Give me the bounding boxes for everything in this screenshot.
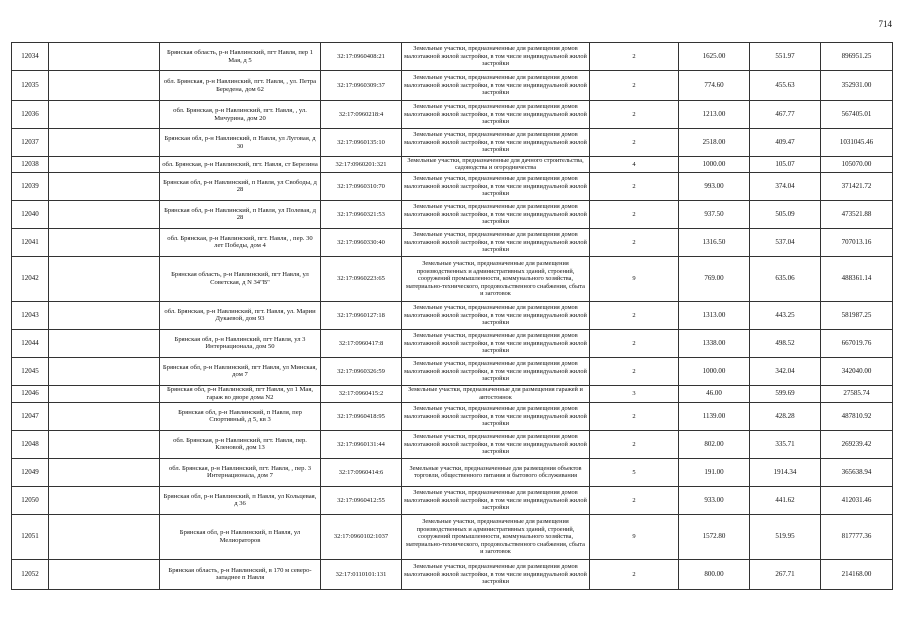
cadastral-number-cell: 32:17:0960127:18 xyxy=(321,301,402,329)
cadastral-value-cell: 342040.00 xyxy=(821,357,893,385)
specific-value-cell: 443.25 xyxy=(750,301,821,329)
group-number-cell: 4 xyxy=(590,157,679,173)
cadastral-number-cell: 32:17:0960321:53 xyxy=(321,200,402,228)
area-cell: 1625.00 xyxy=(679,43,750,71)
cadastral-value-cell: 412031.46 xyxy=(821,486,893,514)
table-row xyxy=(12,43,893,71)
specific-value-cell: 342.04 xyxy=(750,357,821,385)
land-use-description-cell: Земельные участки, предназначенные для размещения домов малоэтажной жилой застройки, в том числе индивидуальной жилой застройки xyxy=(402,71,590,101)
group-number-cell: 9 xyxy=(590,514,679,559)
cadastral-value-cell: 667019.76 xyxy=(821,329,893,357)
blank-cell xyxy=(49,101,160,129)
blank-cell xyxy=(49,129,160,157)
group-number-cell: 2 xyxy=(590,71,679,101)
area-cell: 1000.00 xyxy=(679,157,750,173)
row-number: 12051 xyxy=(12,514,49,559)
group-number-cell: 2 xyxy=(590,559,679,589)
land-use-description-cell: Земельные участки, предназначенные для размещения домов малоэтажной жилой застройки, в том числе индивидуальной жилой застройки xyxy=(402,559,590,589)
cadastral-number-cell: 32:17:0960309:37 xyxy=(321,71,402,101)
cadastral-value-cell: 896951.25 xyxy=(821,43,893,71)
row-number: 12040 xyxy=(12,200,49,228)
table-row xyxy=(12,256,893,301)
address-cell: Брянская обл, р-н Навлинский, п Навля, ул Мелиораторов xyxy=(160,514,321,559)
land-use-description-cell: Земельные участки, предназначенные для размещения производственных и административных зданий, строений, сооружений промышленности, коммунального хозяйства, материально-технического, продовольственного снабжения, сбыта и заготовок xyxy=(402,256,590,301)
specific-value-cell: 1914.34 xyxy=(750,458,821,486)
cadastral-number-cell: 32:17:0960408:21 xyxy=(321,43,402,71)
specific-value-cell: 409.47 xyxy=(750,129,821,157)
land-use-description-cell: Земельные участки, предназначенные для размещения домов малоэтажной жилой застройки, в том числе индивидуальной жилой застройки xyxy=(402,129,590,157)
table-row xyxy=(12,172,893,200)
cadastral-number-cell: 32:17:0960201:321 xyxy=(321,157,402,173)
group-number-cell: 5 xyxy=(590,458,679,486)
table-row xyxy=(12,200,893,228)
land-use-description-cell: Земельные участки, предназначенные для размещения домов малоэтажной жилой застройки, в том числе индивидуальной жилой застройки xyxy=(402,357,590,385)
area-cell: 191.00 xyxy=(679,458,750,486)
group-number-cell: 9 xyxy=(590,256,679,301)
cadastral-value-cell: 269239.42 xyxy=(821,430,893,458)
land-use-description-cell: Земельные участки, предназначенные для размещения домов малоэтажной жилой застройки, в том числе индивидуальной жилой застройки xyxy=(402,430,590,458)
cadastral-value-cell: 365638.94 xyxy=(821,458,893,486)
table-body xyxy=(12,43,893,590)
land-use-description-cell: Земельные участки, предназначенные для размещения домов малоэтажной жилой застройки, в том числе индивидуальной жилой застройки xyxy=(402,329,590,357)
table-row xyxy=(12,157,893,173)
cadastral-value-cell: 567405.01 xyxy=(821,101,893,129)
specific-value-cell: 105.07 xyxy=(750,157,821,173)
blank-cell xyxy=(49,172,160,200)
blank-cell xyxy=(49,430,160,458)
address-cell: Брянская обл, р-н Навлинский, п Навля, ул Свободы, д 28 xyxy=(160,172,321,200)
area-cell: 800.00 xyxy=(679,559,750,589)
cadastral-number-cell: 32:17:0960330:40 xyxy=(321,228,402,256)
group-number-cell: 2 xyxy=(590,402,679,430)
cadastral-value-cell: 105070.00 xyxy=(821,157,893,173)
cadastral-number-cell: 32:17:0960131:44 xyxy=(321,430,402,458)
group-number-cell: 2 xyxy=(590,43,679,71)
specific-value-cell: 335.71 xyxy=(750,430,821,458)
address-cell: обл. Брянская, р-н Навлинский, пгт. Навля, , пер. 30 лет Победы, дом 4 xyxy=(160,228,321,256)
area-cell: 1139.00 xyxy=(679,402,750,430)
specific-value-cell: 635.06 xyxy=(750,256,821,301)
address-cell: Брянская область, р-н Навлинский, пгт Навля, ул Советская, д N 34"В" xyxy=(160,256,321,301)
address-cell: Брянская обл, р-н Навлинский, пгт Навля, ул Минская, дом 7 xyxy=(160,357,321,385)
row-number: 12042 xyxy=(12,256,49,301)
cadastral-number-cell: 32:17:0960414:6 xyxy=(321,458,402,486)
area-cell: 774.60 xyxy=(679,71,750,101)
group-number-cell: 2 xyxy=(590,357,679,385)
address-cell: Брянская обл, р-н Навлинский, пгт Навля, ул 3 Интернационала, дом 50 xyxy=(160,329,321,357)
specific-value-cell: 599.69 xyxy=(750,385,821,402)
group-number-cell: 2 xyxy=(590,301,679,329)
group-number-cell: 2 xyxy=(590,486,679,514)
table-row xyxy=(12,301,893,329)
cadastral-value-cell: 352931.00 xyxy=(821,71,893,101)
cadastral-value-cell: 817777.36 xyxy=(821,514,893,559)
cadastral-number-cell: 32:17:0960223:65 xyxy=(321,256,402,301)
land-use-description-cell: Земельные участки, предназначенные для размещения домов малоэтажной жилой застройки, в том числе индивидуальной жилой застройки xyxy=(402,43,590,71)
blank-cell xyxy=(49,486,160,514)
cadastral-number-cell: 32:17:0960418:95 xyxy=(321,402,402,430)
cadastral-value-cell: 214168.00 xyxy=(821,559,893,589)
row-number: 12037 xyxy=(12,129,49,157)
row-number: 12039 xyxy=(12,172,49,200)
row-number: 12052 xyxy=(12,559,49,589)
table-row xyxy=(12,430,893,458)
table-row xyxy=(12,129,893,157)
address-cell: Брянская обл, р-н Навлинский, п Навля, ул Полевая, д 28 xyxy=(160,200,321,228)
cadastral-value-cell: 581987.25 xyxy=(821,301,893,329)
specific-value-cell: 374.04 xyxy=(750,172,821,200)
area-cell: 769.00 xyxy=(679,256,750,301)
address-cell: Брянская обл, р-н Навлинский, п Навля, пер Спортивный, д 5, кв 3 xyxy=(160,402,321,430)
row-number: 12049 xyxy=(12,458,49,486)
address-cell: обл. Брянская, р-н Навлинский, пгт. Навля, , ул. Петра Бередена, дом 62 xyxy=(160,71,321,101)
specific-value-cell: 519.95 xyxy=(750,514,821,559)
area-cell: 933.00 xyxy=(679,486,750,514)
address-cell: Брянская обл, р-н Навлинский, п Навля, ул Кольцевая, д 36 xyxy=(160,486,321,514)
cadastral-number-cell: 32:17:0960417:8 xyxy=(321,329,402,357)
blank-cell xyxy=(49,458,160,486)
cadastral-number-cell: 32:17:0960135:10 xyxy=(321,129,402,157)
blank-cell xyxy=(49,514,160,559)
area-cell: 1572.80 xyxy=(679,514,750,559)
specific-value-cell: 537.04 xyxy=(750,228,821,256)
group-number-cell: 2 xyxy=(590,200,679,228)
address-cell: обл. Брянская, р-н Навлинский, пгт. Навля, пер. Кленовой, дом 13 xyxy=(160,430,321,458)
blank-cell xyxy=(49,301,160,329)
cadastral-number-cell: 32:17:0110101:131 xyxy=(321,559,402,589)
blank-cell xyxy=(49,43,160,71)
specific-value-cell: 505.09 xyxy=(750,200,821,228)
area-cell: 1313.00 xyxy=(679,301,750,329)
land-use-description-cell: Земельные участки, предназначенные для дачного строительства, садоводства и огородничества xyxy=(402,157,590,173)
table-row xyxy=(12,458,893,486)
row-number: 12046 xyxy=(12,385,49,402)
address-cell: Брянская обл, р-н Навлинский, пгт Навля, ул 1 Мая, гараж во дворе дома N2 xyxy=(160,385,321,402)
row-number: 12043 xyxy=(12,301,49,329)
blank-cell xyxy=(49,559,160,589)
cadastral-number-cell: 32:17:0960310:70 xyxy=(321,172,402,200)
area-cell: 802.00 xyxy=(679,430,750,458)
table-row xyxy=(12,71,893,101)
cadastral-value-cell: 371421.72 xyxy=(821,172,893,200)
blank-cell xyxy=(49,385,160,402)
land-use-description-cell: Земельные участки, предназначенные для размещения домов малоэтажной жилой застройки, в том числе индивидуальной жилой застройки xyxy=(402,301,590,329)
specific-value-cell: 428.28 xyxy=(750,402,821,430)
address-cell: обл. Брянская, р-н Навлинский, пгт. Навля, , пер. 3 Интернационала, дом 7 xyxy=(160,458,321,486)
area-cell: 937.50 xyxy=(679,200,750,228)
blank-cell xyxy=(49,228,160,256)
specific-value-cell: 267.71 xyxy=(750,559,821,589)
address-cell: Брянская область, р-н Навлинский, в 170 м северо-западнее п Навля xyxy=(160,559,321,589)
cadastral-value-cell: 707013.16 xyxy=(821,228,893,256)
row-number: 12047 xyxy=(12,402,49,430)
specific-value-cell: 498.52 xyxy=(750,329,821,357)
table-row xyxy=(12,559,893,589)
address-cell: обл. Брянская, р-н Навлинский, пгт. Навля, ул. Марии Дукаевой, дом 93 xyxy=(160,301,321,329)
land-use-description-cell: Земельные участки, предназначенные для размещения домов малоэтажной жилой застройки, в том числе индивидуальной жилой застройки xyxy=(402,101,590,129)
group-number-cell: 2 xyxy=(590,329,679,357)
specific-value-cell: 455.63 xyxy=(750,71,821,101)
table-row xyxy=(12,101,893,129)
cadastral-value-cell: 1031045.46 xyxy=(821,129,893,157)
specific-value-cell: 467.77 xyxy=(750,101,821,129)
group-number-cell: 3 xyxy=(590,385,679,402)
row-number: 12044 xyxy=(12,329,49,357)
cadastral-value-cell: 487810.92 xyxy=(821,402,893,430)
blank-cell xyxy=(49,256,160,301)
cadastral-number-cell: 32:17:0960412:55 xyxy=(321,486,402,514)
group-number-cell: 2 xyxy=(590,430,679,458)
blank-cell xyxy=(49,357,160,385)
table-row xyxy=(12,402,893,430)
blank-cell xyxy=(49,157,160,173)
row-number: 12034 xyxy=(12,43,49,71)
land-use-description-cell: Земельные участки, предназначенные для размещения домов малоэтажной жилой застройки, в том числе индивидуальной жилой застройки xyxy=(402,172,590,200)
table-row xyxy=(12,486,893,514)
blank-cell xyxy=(49,329,160,357)
table-row xyxy=(12,357,893,385)
land-use-description-cell: Земельные участки, предназначенные для размещения домов малоэтажной жилой застройки, в том числе индивидуальной жилой застройки xyxy=(402,228,590,256)
table-row xyxy=(12,385,893,402)
blank-cell xyxy=(49,71,160,101)
row-number: 12048 xyxy=(12,430,49,458)
row-number: 12041 xyxy=(12,228,49,256)
blank-cell xyxy=(49,200,160,228)
land-use-description-cell: Земельные участки, предназначенные для размещения домов малоэтажной жилой застройки, в том числе индивидуальной жилой застройки xyxy=(402,402,590,430)
group-number-cell: 2 xyxy=(590,172,679,200)
group-number-cell: 2 xyxy=(590,228,679,256)
area-cell: 46.00 xyxy=(679,385,750,402)
cadastral-value-cell: 27585.74 xyxy=(821,385,893,402)
specific-value-cell: 551.97 xyxy=(750,43,821,71)
area-cell: 2518.00 xyxy=(679,129,750,157)
land-use-description-cell: Земельные участки, предназначенные для размещения гаражей и автостоянок xyxy=(402,385,590,402)
group-number-cell: 2 xyxy=(590,101,679,129)
row-number: 12050 xyxy=(12,486,49,514)
area-cell: 1213.00 xyxy=(679,101,750,129)
land-plots-table xyxy=(11,42,893,590)
area-cell: 1338.00 xyxy=(679,329,750,357)
cadastral-number-cell: 32:17:0960102:1037 xyxy=(321,514,402,559)
row-number: 12038 xyxy=(12,157,49,173)
area-cell: 1316.50 xyxy=(679,228,750,256)
area-cell: 993.00 xyxy=(679,172,750,200)
cadastral-number-cell: 32:17:0960326:59 xyxy=(321,357,402,385)
blank-cell xyxy=(49,402,160,430)
table-row xyxy=(12,228,893,256)
page-number: 714 xyxy=(878,19,892,29)
land-use-description-cell: Земельные участки, предназначенные для размещения производственных и административных зданий, строений, сооружений промышленности, коммунального хозяйства, материально-технического, продовольственного снабжения, сбыта и заготовок xyxy=(402,514,590,559)
cadastral-value-cell: 473521.88 xyxy=(821,200,893,228)
row-number: 12035 xyxy=(12,71,49,101)
group-number-cell: 2 xyxy=(590,129,679,157)
address-cell: Брянская область, р-н Навлинский, пгт Навля, пер 1 Мая, д 5 xyxy=(160,43,321,71)
area-cell: 1000.00 xyxy=(679,357,750,385)
table-row xyxy=(12,514,893,559)
land-use-description-cell: Земельные участки, предназначенные для размещения домов малоэтажной жилой застройки, в том числе индивидуальной жилой застройки xyxy=(402,200,590,228)
row-number: 12036 xyxy=(12,101,49,129)
row-number: 12045 xyxy=(12,357,49,385)
land-use-description-cell: Земельные участки, предназначенные для размещения объектов торговли, общественного питания и бытового обслуживания xyxy=(402,458,590,486)
address-cell: обл. Брянская, р-н Навлинский, пгт. Навля, , ул. Мичурина, дом 20 xyxy=(160,101,321,129)
address-cell: Брянская обл, р-н Навлинский, п Навля, ул Луговая, д 30 xyxy=(160,129,321,157)
table-row xyxy=(12,329,893,357)
address-cell: обл. Брянская, р-н Навлинский, пгт. Навля, ст Березина xyxy=(160,157,321,173)
cadastral-number-cell: 32:17:0960218:4 xyxy=(321,101,402,129)
land-use-description-cell: Земельные участки, предназначенные для размещения домов малоэтажной жилой застройки, в том числе индивидуальной жилой застройки xyxy=(402,486,590,514)
cadastral-number-cell: 32:17:0960415:2 xyxy=(321,385,402,402)
specific-value-cell: 441.62 xyxy=(750,486,821,514)
cadastral-value-cell: 488361.14 xyxy=(821,256,893,301)
